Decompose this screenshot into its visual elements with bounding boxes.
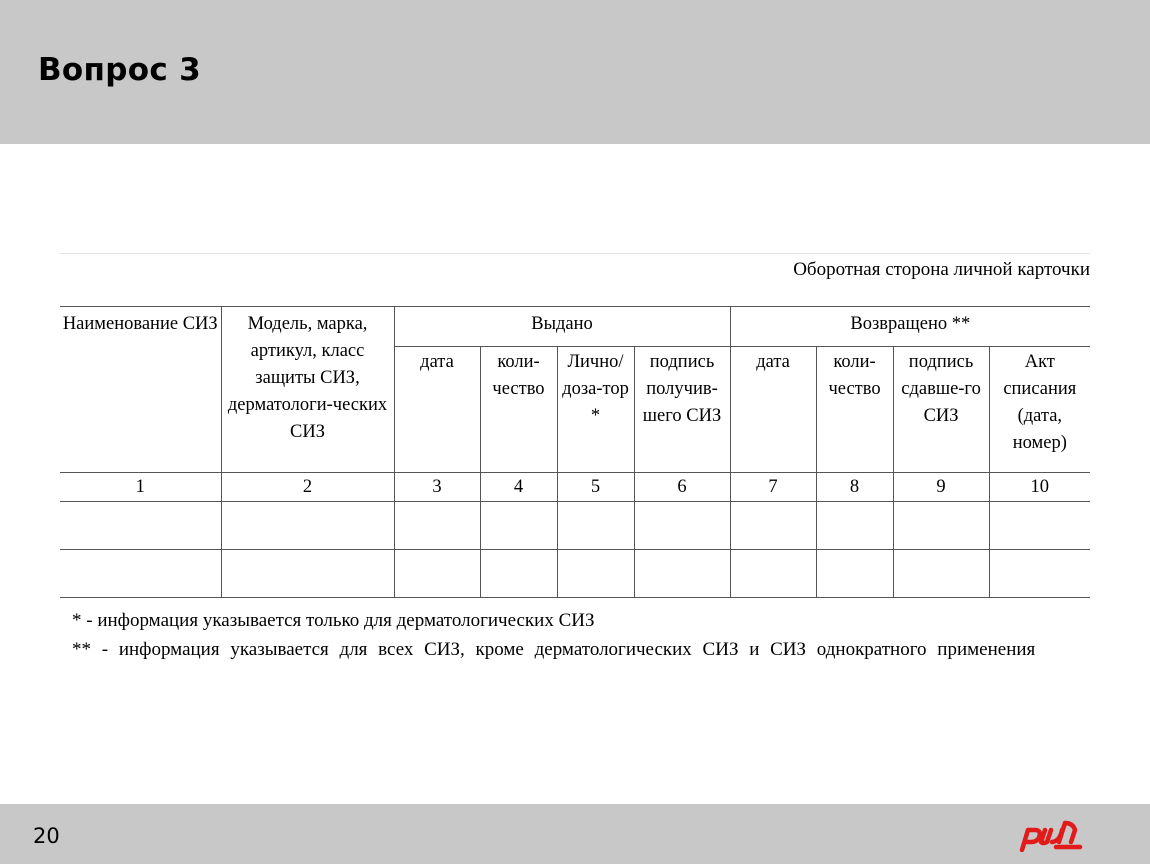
col-header-returner-signature: подпись сдавше-го СИЗ xyxy=(893,347,989,473)
footnote-returned: ** - информация указывается для всех СИЗ, кроме дерматологических СИЗ и СИЗ однократного применения xyxy=(72,639,1036,660)
empty-cell xyxy=(60,502,221,550)
empty-cell xyxy=(221,502,394,550)
column-number: 5 xyxy=(557,473,634,502)
col-header-return-quantity: коли-чество xyxy=(816,347,893,473)
footer-bar xyxy=(0,804,1150,864)
empty-table-row xyxy=(60,550,1090,598)
empty-cell xyxy=(394,502,480,550)
personal-card-back-side xyxy=(60,253,1090,693)
empty-cell xyxy=(221,550,394,598)
page-number: 20 xyxy=(33,824,60,848)
empty-cell xyxy=(816,502,893,550)
empty-cell xyxy=(634,550,730,598)
empty-cell xyxy=(893,550,989,598)
empty-cell xyxy=(480,550,557,598)
footnotes xyxy=(72,606,1080,664)
column-number: 1 xyxy=(60,473,221,502)
header-row-1 xyxy=(60,307,1090,347)
col-header-return-date: дата xyxy=(730,347,816,473)
card-caption: Оборотная сторона личной карточки xyxy=(793,259,1090,280)
column-number: 2 xyxy=(221,473,394,502)
empty-cell xyxy=(816,550,893,598)
column-number: 3 xyxy=(394,473,480,502)
group-header-returned: Возвращено ** xyxy=(730,307,1090,347)
empty-cell xyxy=(480,502,557,550)
empty-cell xyxy=(557,502,634,550)
empty-cell xyxy=(989,550,1090,598)
column-number: 9 xyxy=(893,473,989,502)
column-number-row xyxy=(60,473,1090,502)
col-header-model: Модель, марка, артикул, класс защиты СИЗ, дерматологи-ческих СИЗ xyxy=(221,307,394,473)
col-header-name: Наименование СИЗ xyxy=(60,307,221,473)
column-number: 8 xyxy=(816,473,893,502)
document-divider xyxy=(60,253,1090,254)
footnote-dermatological: * - информация указывается только для дерматологических СИЗ xyxy=(72,610,595,631)
empty-cell xyxy=(557,550,634,598)
empty-cell xyxy=(730,550,816,598)
slide-title: Вопрос 3 xyxy=(38,52,201,88)
empty-cell xyxy=(634,502,730,550)
col-header-issue-date: дата xyxy=(394,347,480,473)
column-number: 4 xyxy=(480,473,557,502)
col-header-personal-dispenser: Лично/ доза-тор * xyxy=(557,347,634,473)
col-header-writeoff-act: Акт списания (дата, номер) xyxy=(989,347,1090,473)
empty-cell xyxy=(893,502,989,550)
empty-cell xyxy=(394,550,480,598)
empty-cell xyxy=(730,502,816,550)
col-header-receiver-signature: подпись получив-шего СИЗ xyxy=(634,347,730,473)
empty-table-row xyxy=(60,502,1090,550)
column-number: 6 xyxy=(634,473,730,502)
column-number: 10 xyxy=(989,473,1090,502)
group-header-issued: Выдано xyxy=(394,307,730,347)
ppe-issue-table xyxy=(60,306,1090,598)
empty-cell xyxy=(60,550,221,598)
empty-cell xyxy=(989,502,1090,550)
col-header-issue-quantity: коли-чество xyxy=(480,347,557,473)
rzd-logo-icon xyxy=(1018,820,1084,852)
column-number: 7 xyxy=(730,473,816,502)
